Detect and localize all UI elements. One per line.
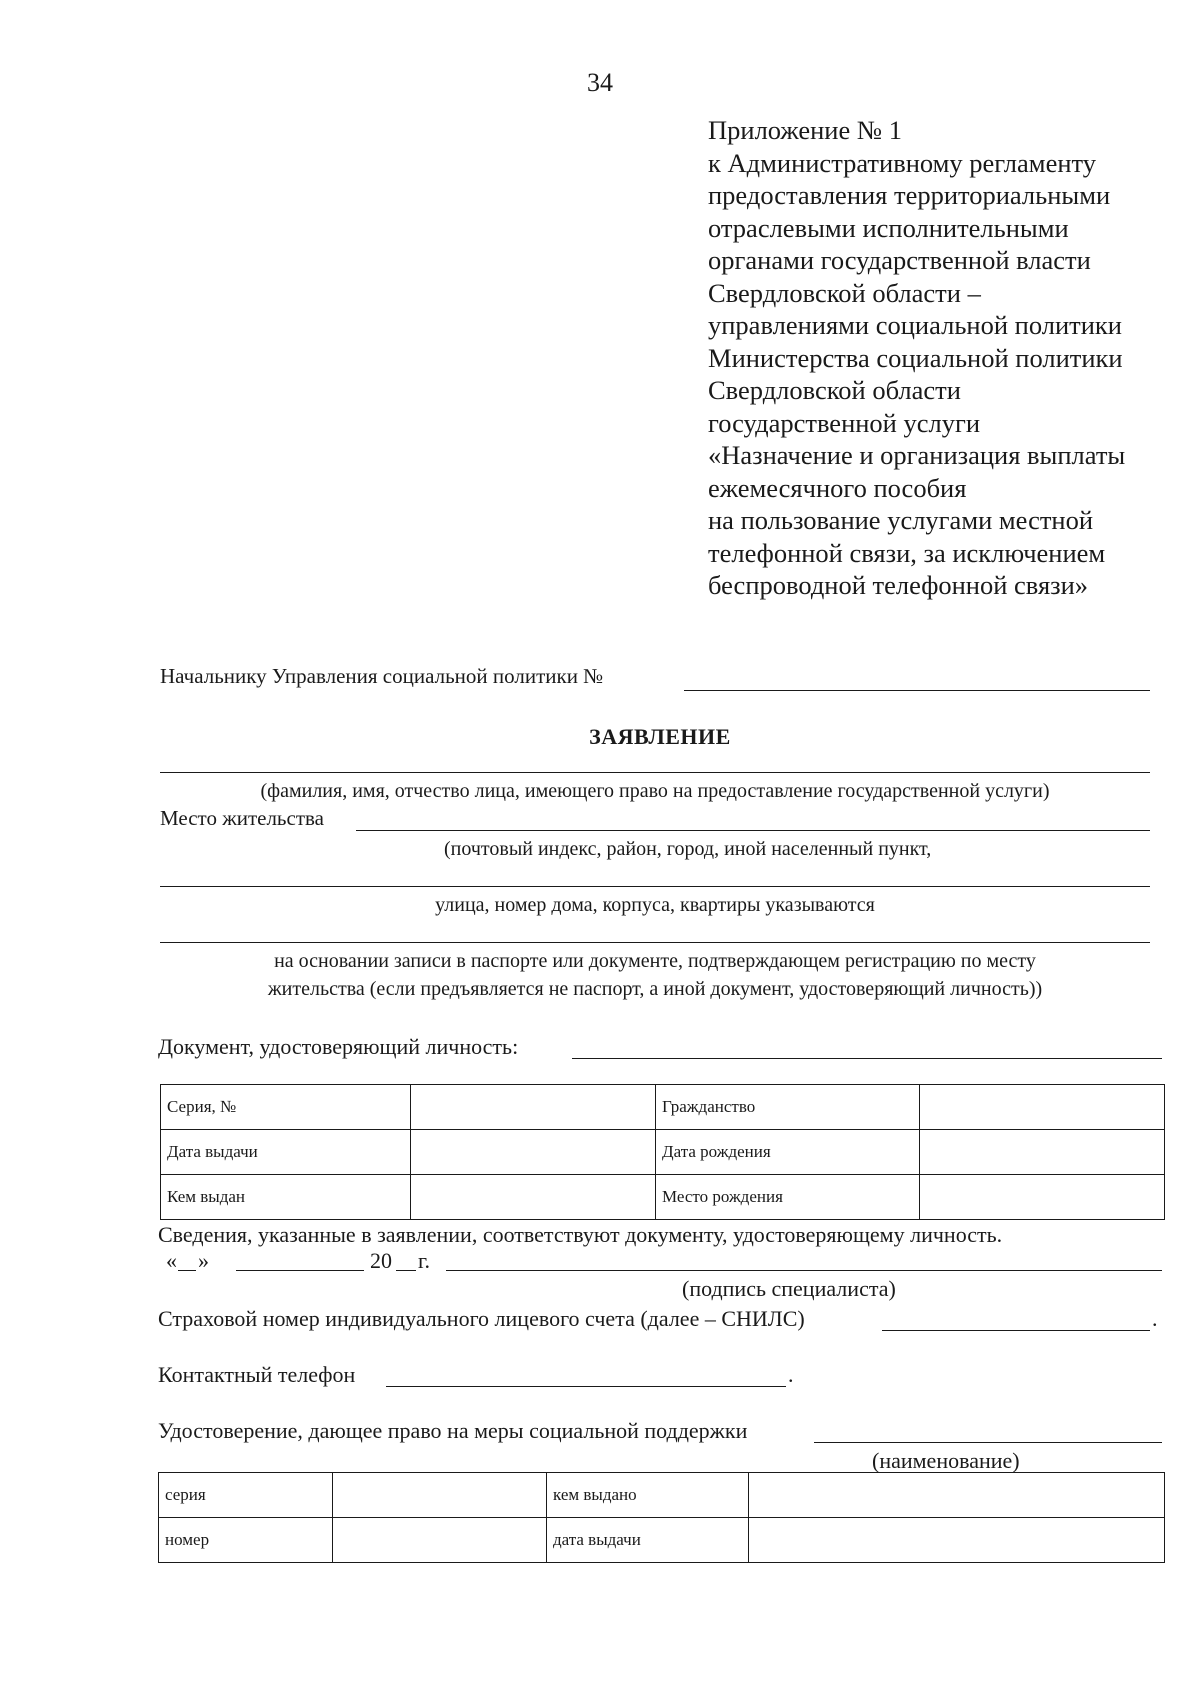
identity-document-table <box>160 1084 1165 1220</box>
table-row <box>159 1473 1165 1518</box>
date-day-open: « <box>166 1248 177 1273</box>
snils-end: . <box>1152 1306 1158 1331</box>
verification-statement: Сведения, указанные в заявлении, соответствуют документу, удостоверяющему личность. <box>158 1222 1003 1247</box>
birth-date-input[interactable] <box>920 1130 1165 1175</box>
table-cell-label: Кем выдан <box>161 1175 411 1220</box>
certificate-issue-date-input[interactable] <box>749 1518 1165 1563</box>
residence-caption-1: (почтовый индекс, район, город, иной населенный пункт, <box>444 838 932 860</box>
appendix-line: телефонной связи, за исключением <box>708 537 1106 568</box>
page-number: 34 <box>587 68 613 97</box>
residence-caption-4: жительства (если предъявляется не паспорт, а иной документ, удостоверяющий личность)) <box>267 978 1043 1000</box>
certificate-caption: (наименование) <box>872 1448 1020 1473</box>
specialist-signature-field[interactable] <box>446 1270 1162 1271</box>
certificate-name-field[interactable] <box>814 1442 1162 1443</box>
issue-date-input[interactable] <box>411 1130 656 1175</box>
table-cell-label: серия <box>159 1473 333 1518</box>
certificate-number-input[interactable] <box>333 1518 547 1563</box>
addressee-number-field[interactable] <box>684 690 1150 691</box>
identity-document-field[interactable] <box>572 1058 1162 1059</box>
table-cell-label: Гражданство <box>656 1085 920 1130</box>
residence-field-1[interactable] <box>356 830 1150 831</box>
appendix-line: управлениями социальной политики <box>708 310 1122 340</box>
issued-by-input[interactable] <box>411 1175 656 1220</box>
table-cell-label: Место рождения <box>656 1175 920 1220</box>
birth-place-input[interactable] <box>920 1175 1165 1220</box>
appendix-line: Приложение № 1 <box>708 115 903 145</box>
appendix-line: предоставления территориальными <box>708 180 1111 210</box>
table-cell-label: Серия, № <box>161 1085 411 1130</box>
date-year-prefix: 20 <box>370 1248 392 1273</box>
residence-caption-3: на основании записи в паспорте или документе, подтверждающем регистрацию по месту <box>274 950 1036 972</box>
table-row <box>161 1130 1165 1175</box>
applicant-name-field[interactable] <box>160 772 1150 773</box>
date-day-close: » <box>198 1248 209 1273</box>
table-cell-label: Дата рождения <box>656 1130 920 1175</box>
date-year-field[interactable] <box>396 1270 416 1271</box>
certificate-issued-by-input[interactable] <box>749 1473 1165 1518</box>
applicant-name-caption: (фамилия, имя, отчество лица, имеющего право на предоставление государственной услуги) <box>260 780 1050 802</box>
appendix-line: Министерства социальной политики <box>708 342 1123 373</box>
phone-end: . <box>788 1362 794 1387</box>
residence-label: Место жительства <box>160 806 324 830</box>
residence-field-2[interactable] <box>160 886 1150 887</box>
addressee-label: Начальнику Управления социальной политики № <box>160 664 604 688</box>
appendix-line: государственной услуги <box>708 407 981 438</box>
table-row <box>161 1175 1165 1220</box>
signature-caption: (подпись специалиста) <box>682 1276 896 1301</box>
date-day-field[interactable] <box>178 1270 196 1271</box>
snils-input[interactable] <box>882 1330 1150 1331</box>
appendix-line: органами государственной власти <box>708 245 1091 275</box>
appendix-line: отраслевыми исполнительными <box>708 212 1069 243</box>
document-title: ЗАЯВЛЕНИЕ <box>589 724 731 749</box>
certificate-label: Удостоверение, дающее право на меры социальной поддержки <box>158 1418 748 1443</box>
snils-label: Страховой номер индивидуального лицевого счета (далее – СНИЛС) <box>158 1306 805 1331</box>
phone-label: Контактный телефон <box>158 1362 356 1387</box>
certificate-table <box>158 1472 1165 1563</box>
date-month-field[interactable] <box>236 1270 364 1271</box>
residence-field-3[interactable] <box>160 942 1150 943</box>
phone-input[interactable] <box>386 1386 786 1387</box>
citizenship-input[interactable] <box>920 1085 1165 1130</box>
date-year-suffix: г. <box>418 1248 431 1273</box>
appendix-line: ежемесячного пособия <box>708 472 967 503</box>
table-cell-label: кем выдано <box>547 1473 749 1518</box>
appendix-line: беспроводной телефонной связи» <box>708 570 1089 600</box>
appendix-line: к Административному регламенту <box>708 147 1096 178</box>
identity-document-label: Документ, удостоверяющий личность: <box>158 1034 519 1059</box>
table-row <box>159 1518 1165 1563</box>
table-cell-label: номер <box>159 1518 333 1563</box>
appendix-header <box>708 114 1125 602</box>
table-cell-label: Дата выдачи <box>161 1130 411 1175</box>
appendix-line: на пользование услугами местной <box>708 505 1094 535</box>
table-row <box>161 1085 1165 1130</box>
appendix-line: Свердловской области <box>708 375 961 405</box>
residence-caption-2: улица, номер дома, корпуса, квартиры указываются <box>435 894 875 916</box>
series-number-input[interactable] <box>411 1085 656 1130</box>
appendix-line: «Назначение и организация выплаты <box>708 440 1126 470</box>
certificate-series-input[interactable] <box>333 1473 547 1518</box>
appendix-line: Свердловской области – <box>708 277 981 308</box>
table-cell-label: дата выдачи <box>547 1518 749 1563</box>
